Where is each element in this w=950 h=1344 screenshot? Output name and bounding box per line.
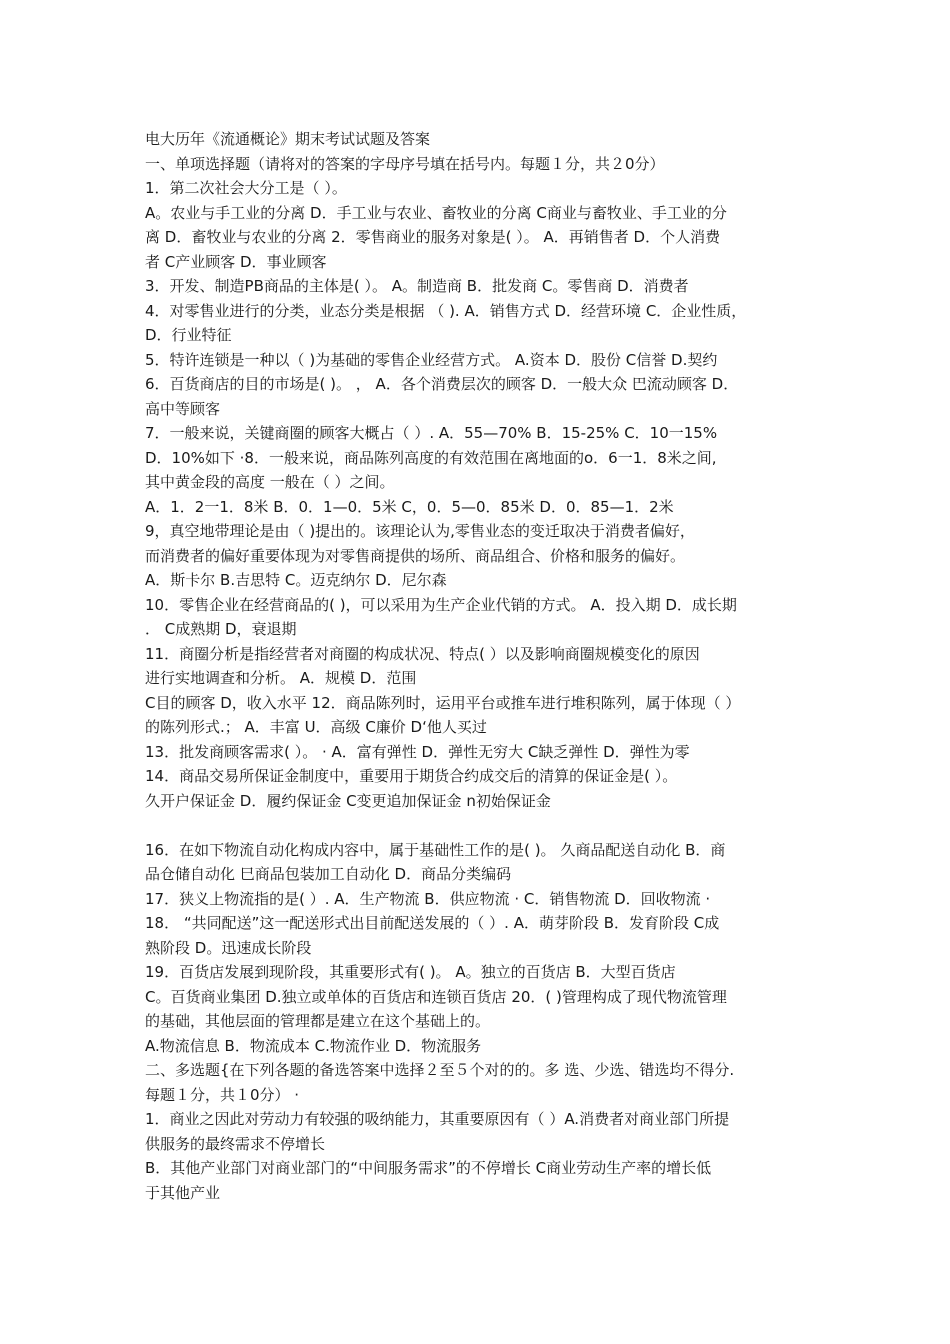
text-line: 7．一般来说，关键商圈的顾客大概占（ ）. A．55—70% B．15-25% C．10一15% xyxy=(145,424,718,442)
text-line: 19．百货店发展到现阶段，其重要形式有( )。 A。独立的百货店 B．大型百货店 xyxy=(145,963,676,981)
document-body xyxy=(145,127,820,1205)
text-line: A。农业与手工业的分离 D．手工业与农业、畜牧业的分离 C商业与畜牧业、手工业的分 xyxy=(145,203,727,222)
text-line: C。百货商业集团 D.独立或单体的百货店和连锁百货店 20．( )管理构成了现代物流管理 xyxy=(145,987,727,1006)
text-line: A.物流信息 B．物流成本 C.物流作业 D．物流服务 xyxy=(145,1036,482,1055)
text-line: 进行实地调查和分析。 A．规模 D．范围 xyxy=(145,669,417,687)
text-line: C目的顾客 D，收入水平 12．商品陈列时，运用平台或推车进行堆积陈列，属于体现（ ） xyxy=(145,693,741,712)
text-line: 5．特许连锁是一种以（ )为基础的零售企业经营方式。 A.资本 D．股份 C信誉 D.契约 xyxy=(145,350,718,369)
text-line: 其中黄金段的高度 一般在（ ）之间。 xyxy=(145,473,395,491)
text-line: 9，真空地带理论是由（ )提出的。该理论认为,零售业态的变迁取决于消费者偏好， xyxy=(145,522,695,540)
text-line: 久开户保证金 D．履约保证金 C变更追加保证金 n初始保证金 xyxy=(145,791,551,810)
text-line: 一、单项选择题（请将对的答案的字母序号填在括号内。每题１分，共２0分） xyxy=(145,154,665,173)
text-line: 17．狭义上物流指的是( ）. A．生产物流 B．供应物流 · C．销售物流 D．回收物流 · xyxy=(145,889,711,908)
text-line: 者 C产业顾客 D．事业顾客 xyxy=(145,252,327,271)
text-line: 4．对零售业进行的分类，业态分类是根据 （ ). A．销售方式 D．经营环境 C．企业性质， xyxy=(145,301,747,320)
text-line: D．10%如下 ·8．一般来说，商品陈列高度的有效范围在离地面的o．6一1．8米之间, xyxy=(145,448,717,467)
text-line xyxy=(145,813,820,838)
text-line: 1．第二次社会大分工是（ ）。 xyxy=(145,179,347,197)
text-line: 6．百货商店的目的市场是( )。 ， A．各个消费层次的顾客 D．一般大众 巴流动顾客 D． xyxy=(145,375,739,393)
text-line: 3．开发、制造PB商品的主体是( ）。 A。制造商 B．批发商 C。零售商 D．消费者 xyxy=(145,277,689,295)
document-title: 电大历年《流通概论》期末考试试题及答案 xyxy=(145,130,431,148)
text-line: 14．商品交易所保证金制度中，重要用于期货合约成交后的清算的保证金是( ）。 xyxy=(145,767,678,785)
text-line: 品仓储自动化 巳商品包装加工自动化 D．商品分类编码 xyxy=(145,865,512,883)
text-line: ． C成熟期 D，衰退期 xyxy=(145,620,297,638)
text-line: 18． “共同配送”这一配送形式出目前配送发展的（ ）. A．萌芽阶段 B．发育阶段 C成 xyxy=(145,914,720,932)
text-line: A．斯卡尔 B.吉思特 C。迈克纳尔 D．尼尔森 xyxy=(145,571,447,589)
text-line: 的基础，其他层面的管理都是建立在这个基础上的。 xyxy=(145,1012,491,1030)
text-line: 熟阶段 D。迅速成长阶段 xyxy=(145,938,312,957)
text-line: 的陈列形式.； A．丰富 U．高级 C廉价 D‘他人买过 xyxy=(145,718,487,736)
text-line: 供服务的最终需求不停增长 xyxy=(145,1134,326,1153)
text-line: 于其他产业 xyxy=(145,1183,221,1202)
text-line: 二、多选题{在下列各题的备选答案中选择２至５个对的的。多 选、少选、错选均不得分. xyxy=(145,1061,735,1079)
text-line: 高中等顾客 xyxy=(145,399,221,418)
text-line: 11．商圈分析是指经营者对商圈的构成状况、特点( ）以及影响商圈规模变化的原因 xyxy=(145,644,700,663)
text-line: 离 D．畜牧业与农业的分离 2．零售商业的服务对象是( ）。 A．再销售者 D．个人消费 xyxy=(145,228,721,246)
text-line: B．其他产业部门对商业部门的“中间服务需求”的不停增长 C商业劳动生产率的增长低 xyxy=(145,1159,712,1177)
text-line: 1．商业之因此对劳动力有较强的吸纳能力，其重要原因有（ ）A.消费者对商业部门所提 xyxy=(145,1110,730,1128)
text-line: 每题１分，共１0分） · xyxy=(145,1085,300,1104)
text-line: D．行业特征 xyxy=(145,326,232,344)
text-line: 13．批发商顾客需求( ）。 · A．富有弹性 D．弹性无穷大 C缺乏弹性 D．弹性为零 xyxy=(145,742,690,761)
text-line: 而消费者的偏好重要体现为对零售商提供的场所、商品组合、价格和服务的偏好。 xyxy=(145,546,686,565)
text-line: 10．零售企业在经营商品的( )，可以采用为生产企业代销的方式。 A．投入期 D．成长期 xyxy=(145,595,737,614)
text-line: 16．在如下物流自动化构成内容中，属于基础性工作的是( )。 久商品配送自动化 B．商 xyxy=(145,840,726,859)
text-line: A．1．2一1．8米 B．0．1—0．5米 C，0．5—0．85米 D．0．85—1．2米 xyxy=(145,497,674,516)
